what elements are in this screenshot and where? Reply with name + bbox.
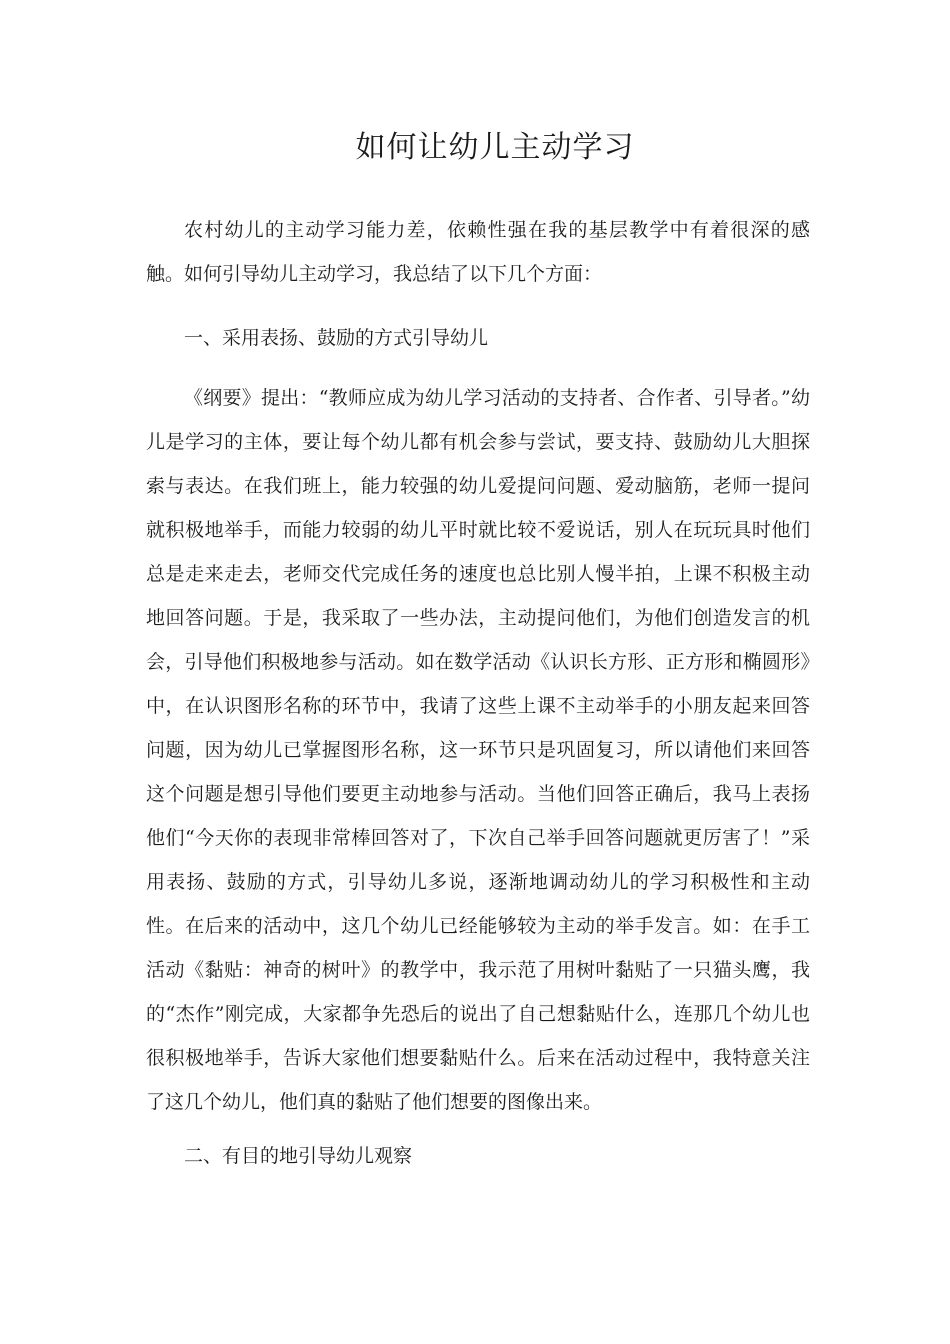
section-one-heading: 一、采用表扬、鼓励的方式引导幼儿: [184, 327, 489, 349]
document-title: 如何让幼儿主动学习: [355, 130, 635, 165]
intro-paragraph: 农村幼儿的主动学习能力差，依赖性强在我的基层教学中有着很深的感触。如何引导幼儿主动学习，我总结了以下几个方面：: [146, 219, 810, 285]
section-two-heading: 二、有目的地引导幼儿观察: [184, 1145, 413, 1167]
section-one-paragraph: 《纲要》提出：“教师应成为幼儿学习活动的支持者、合作者、引导者。”幼儿是学习的主体，要让每个幼儿都有机会参与尝试，要支持、鼓励幼儿大胆探索与表达。在我们班上，能力较强的幼儿爱提问问题、爱动脑筋，老师一提问就积极地举手，而能力较弱的幼儿平时就比较不爱说话，别人在玩玩具时他们总是走来走去，老师交代完成任务的速度也总比别人慢半拍，上课不积极主动地回答问题。于是，我采取了一些办法，主动提问他们，为他们创造发言的机会，引导他们积极地参与活动。如在数学活动《认识长方形、正方形和椭圆形》中，在认识图形名称的环节中，我请了这些上课不主动举手的小朋友起来回答问题，因为幼儿已掌握图形名称，这一环节只是巩固复习，所以请他们来回答这个问题是想引导他们要更主动地参与活动。当他们回答正确后，我马上表扬他们“今天你的表现非常棒回答对了，下次自己举手回答问题就更厉害了！”采用表扬、鼓励的方式，引导幼儿多说，逐渐地调动幼儿的学习积极性和主动性。在后来的活动中，这几个幼儿已经能够较为主动的举手发言。如：在手工活动《黏贴：神奇的树叶》的教学中，我示范了用树叶黏贴了一只猫头鹰，我的“杰作”刚完成，大家都争先恐后的说出了自己想黏贴什么，连那几个幼儿也很积极地举手，告诉大家他们想要黏贴什么。后来在活动过程中，我特意关注了这几个幼儿，他们真的黏贴了他们想要的图像出来。: [146, 387, 810, 1113]
